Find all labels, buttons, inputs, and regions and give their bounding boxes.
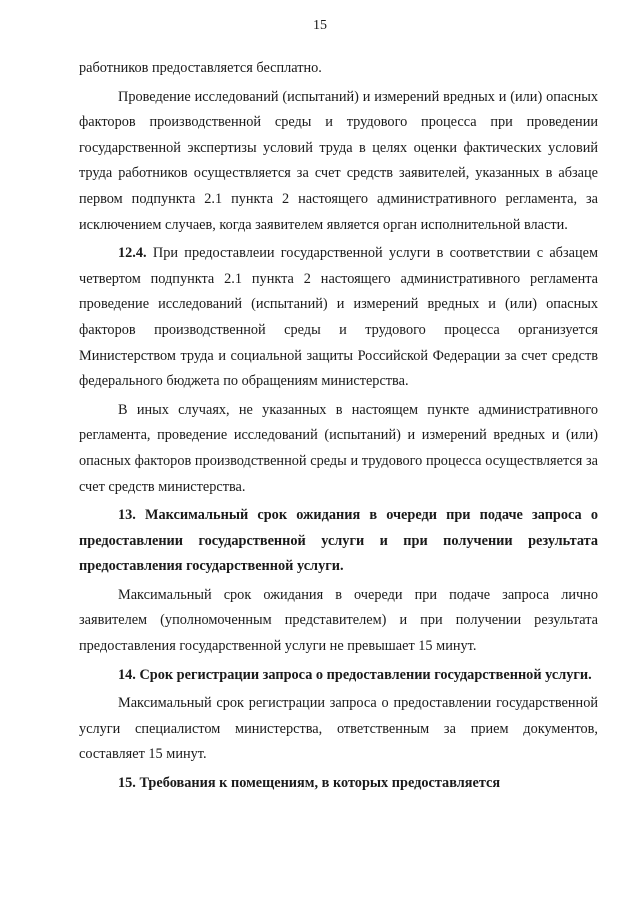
page-content [79,56,598,797]
paragraph-continuation: работников предоставляется бесплатно. [79,60,322,76]
paragraph-registration-time: Максимальный срок регистрации запроса о предоставлении государственной услуги специалистом министерства, ответственным за прием документов, составляет 15 минут. [79,695,598,763]
paragraph-12-4 [79,241,598,395]
paragraph-research-funding: Проведение исследований (испытаний) и измерений вредных и (или) опасных факторов производственной среды и трудового процесса при проведении государственной экспертизы условий труда в целях оценки фактических условий труда работников осуществляется за счет средств заявителей, указанных в абзаце первом подпункта 2.1 пункта 2 настоящего административного регламента, за исключением случаев, когда заявителем является орган исполнительной власти. [79,88,598,233]
paragraph-12-4-text: При предоставлеии государственной услуги в соответствии с абзацем четвертом подпункта 2.1 пункта 2 настоящего административного регламента проведение исследований (испытаний) и измерений вредных и (или) опасных факторов производственной среды и трудового процесса организуется Министерством труда и социальной защиты Российской Федерации за счет средств федерального бюджета по обращениям министерства. [79,245,598,390]
paragraph-waiting-time: Максимальный срок ожидания в очереди при подаче запроса лично заявителем (уполномоченным представителем) и при получении результата предоставления государственной услуги не превышает 15 минут. [79,586,598,655]
paragraph-number: 12.4. [118,245,147,262]
page-number: 15 [313,18,327,33]
section-heading-15: 15. Требования к помещениям, в которых предоставляется [118,775,501,792]
section-heading-14: 14. Срок регистрации запроса о предоставлении государственной услуги. [118,666,592,683]
paragraph-other-cases: В иных случаях, не указанных в настоящем пункте административного регламента, проведение исследований (испытаний) и измерений вредных и (или) опасных факторов производственной среды и трудового процесса осуществляется за счет средств министерства. [79,401,598,495]
section-heading-13: 13. Максимальный срок ожидания в очереди при подаче запроса о предоставлении государственной услуги и при получении результата предоставления государственной услуги. [79,507,598,575]
